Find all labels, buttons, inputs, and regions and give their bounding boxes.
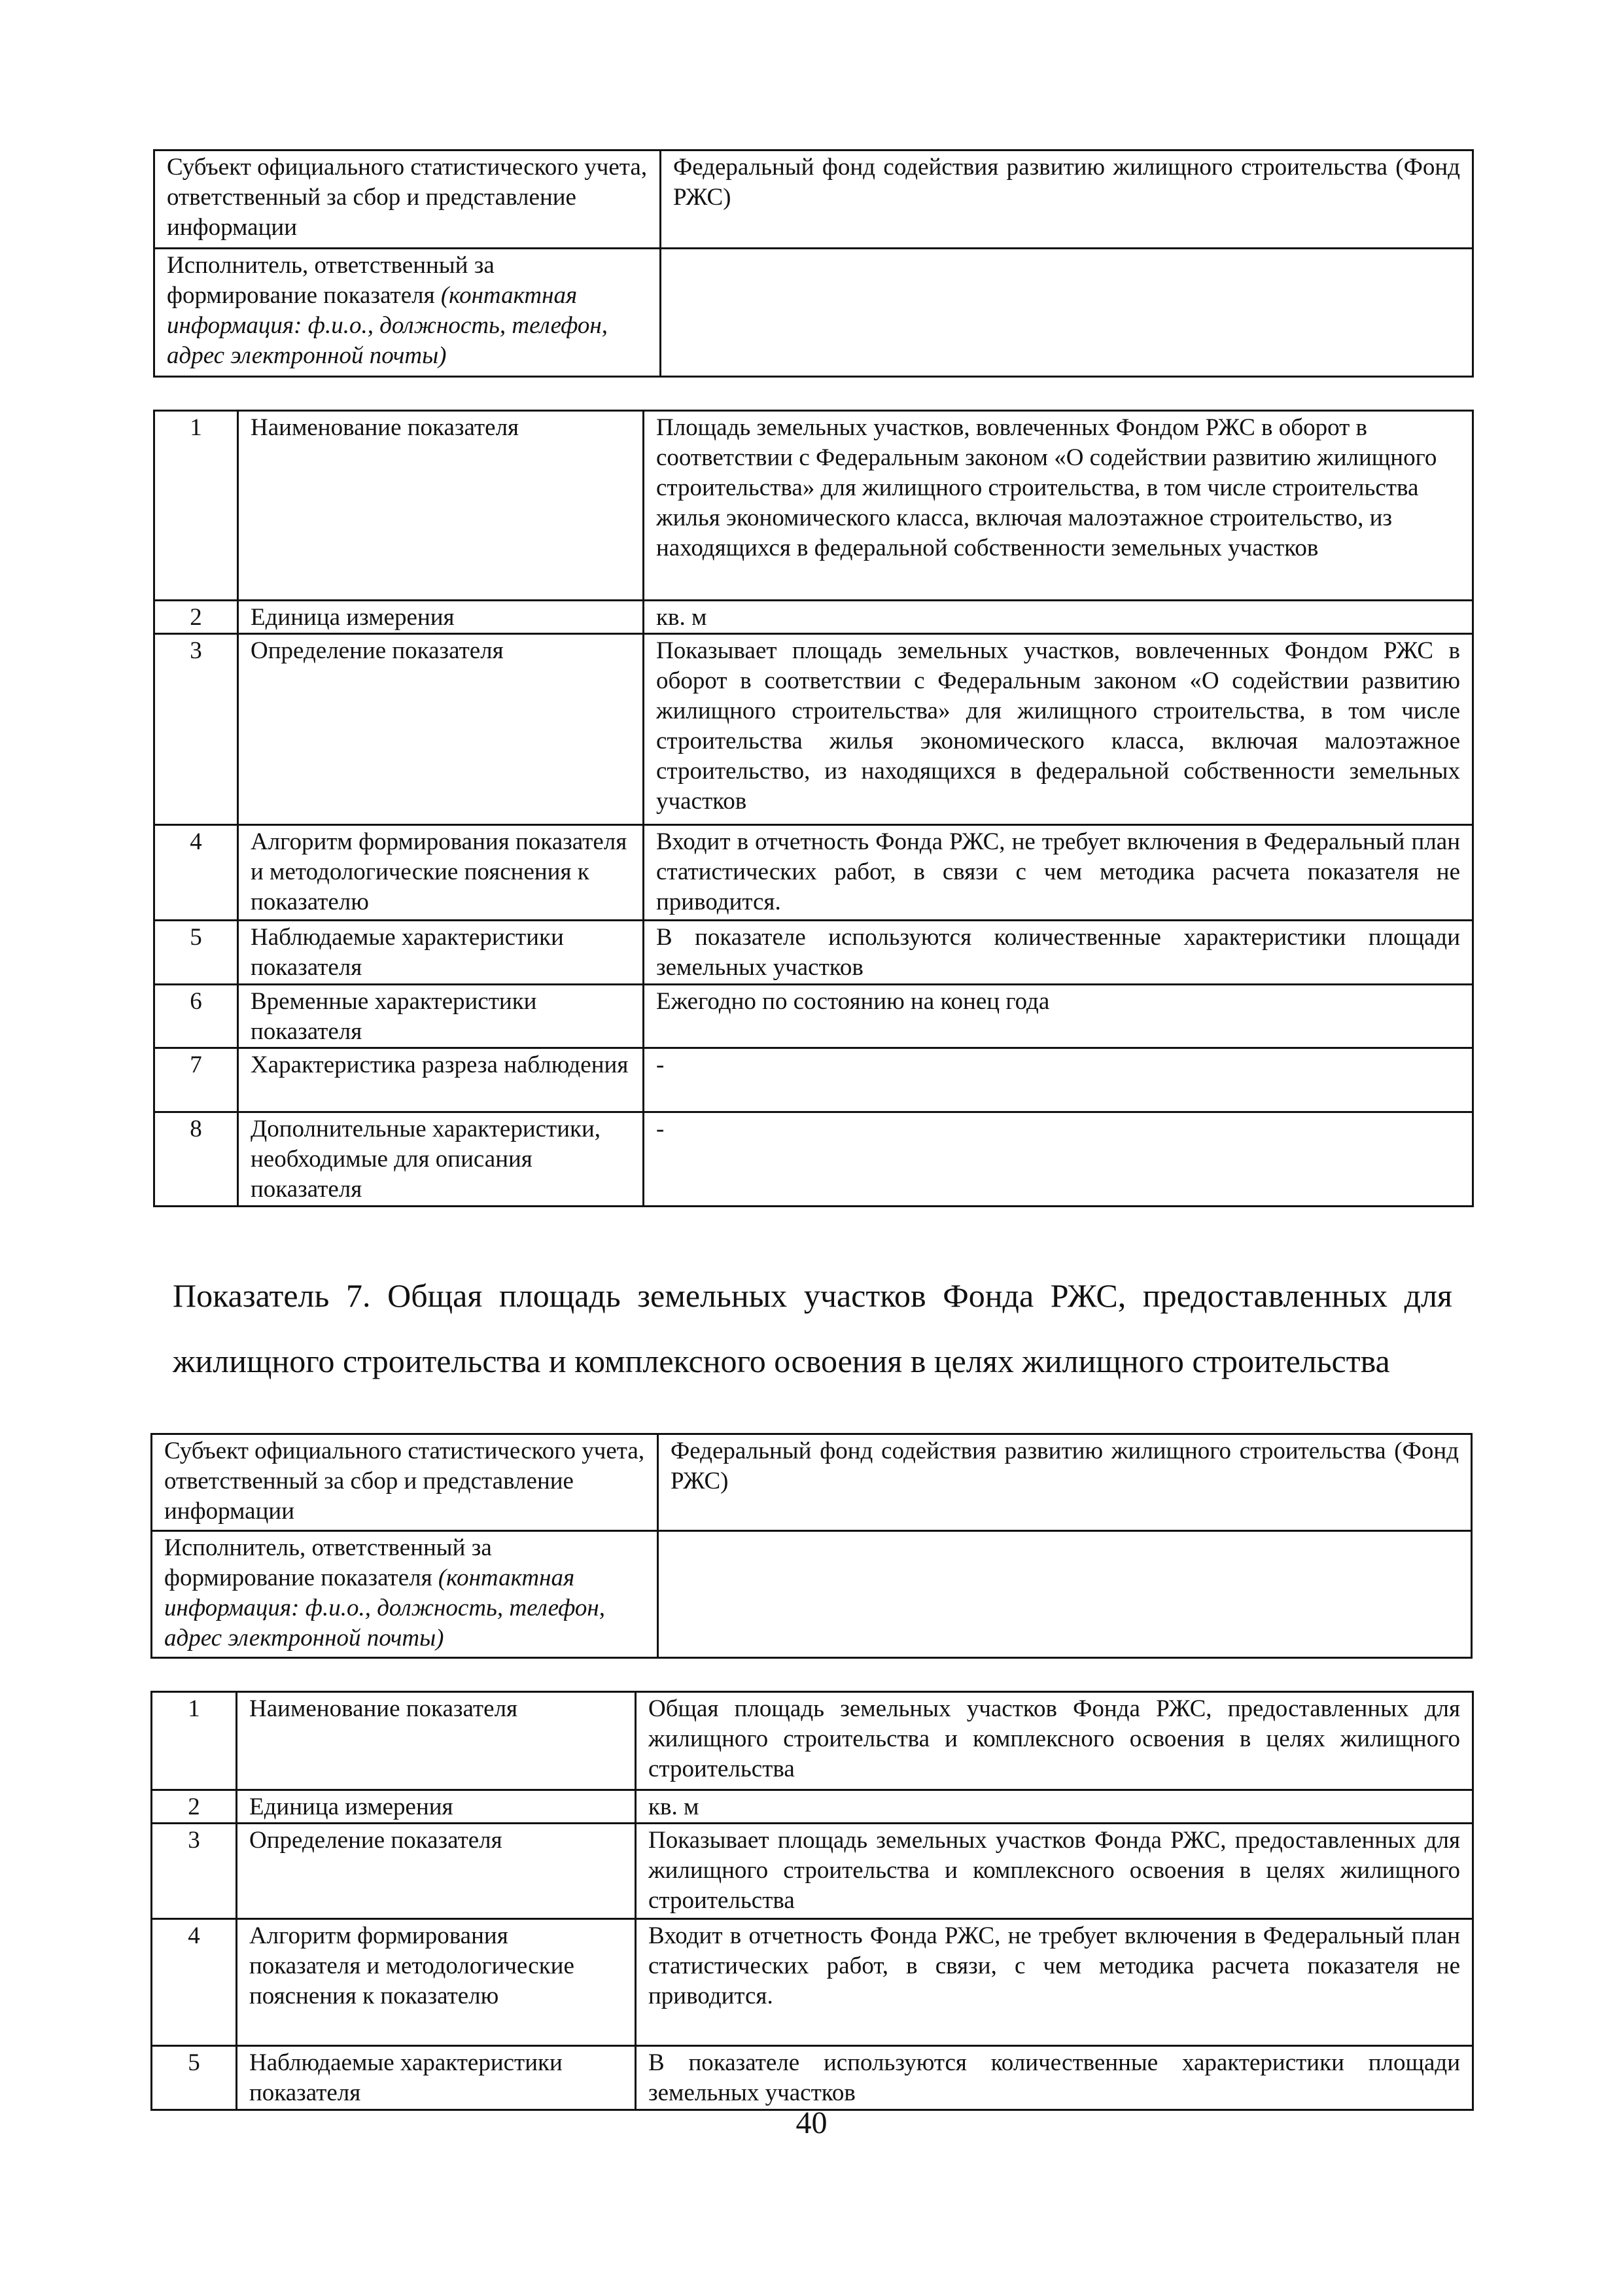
row-number: 6 (154, 985, 238, 1048)
row-value: Входит в отчетность Фонда РЖС, не требует включения в Федеральный план статистических работ, в связи с чем методика расчета показателя не приводится. (644, 825, 1473, 921)
row-number: 4 (154, 825, 238, 921)
row-number: 2 (154, 601, 238, 634)
row-value: В показателе используются количественные характеристики площади земельных участков (636, 2046, 1473, 2110)
subject-value: Федеральный фонд содействия развитию жилищного строительства (Фонд РЖС) (661, 150, 1473, 249)
row-value: - (644, 1048, 1473, 1112)
executor-label-italic: (контактная информация: ф.и.о., должность, телефон, адрес электронной почты) (164, 1564, 606, 1651)
table-row (152, 1790, 1473, 1824)
row-name: Наблюдаемые характеристики показателя (238, 921, 644, 985)
indicator-table-1 (153, 410, 1474, 1207)
row-number: 2 (152, 1790, 237, 1824)
table-row (152, 1824, 1473, 1919)
row-value: Входит в отчетность Фонда РЖС, не требует включения в Федеральный план статистических работ, в связи, с чем методика расчета показателя не приводится. (636, 1919, 1473, 2046)
executor-label (154, 249, 661, 377)
row-name: Определение показателя (238, 634, 644, 825)
row-value: Ежегодно по состоянию на конец года (644, 985, 1473, 1048)
executor-value (658, 1531, 1472, 1658)
subject-label: Субъект официального статистического учета, ответственный за сбор и представление информации (152, 1434, 658, 1531)
subject-row (154, 150, 1473, 249)
row-value: кв. м (644, 601, 1473, 634)
executor-label-plain: Исполнитель, ответственный за формирование показателя (164, 1534, 492, 1591)
table-row (154, 1112, 1473, 1207)
row-number: 1 (152, 1692, 237, 1790)
row-name: Дополнительные характеристики, необходимые для описания показателя (238, 1112, 644, 1207)
table-row (154, 1048, 1473, 1112)
table-row (152, 1692, 1473, 1790)
row-value: В показателе используются количественные характеристики площади земельных участков (644, 921, 1473, 985)
row-number: 3 (152, 1824, 237, 1919)
table-row (152, 2046, 1473, 2110)
subject-row (152, 1434, 1472, 1531)
row-name: Единица измерения (238, 601, 644, 634)
executor-row (152, 1531, 1472, 1658)
table-row (154, 985, 1473, 1048)
row-name: Характеристика разреза наблюдения (238, 1048, 644, 1112)
row-value: - (644, 1112, 1473, 1207)
row-value: Общая площадь земельных участков Фонда РЖС, предоставленных для жилищного строительства и комплексного освоения в целях жилищного строительства (636, 1692, 1473, 1790)
row-name: Алгоритм формирования показателя и методологические пояснения к показателю (238, 825, 644, 921)
row-number: 7 (154, 1048, 238, 1112)
executor-label-plain: Исполнитель, ответственный за формирование показателя (167, 252, 495, 309)
row-number: 8 (154, 1112, 238, 1207)
table-row (154, 601, 1473, 634)
subject-value: Федеральный фонд содействия развитию жилищного строительства (Фонд РЖС) (658, 1434, 1472, 1531)
row-value: кв. м (636, 1790, 1473, 1824)
executor-row (154, 249, 1473, 377)
table-row (154, 634, 1473, 825)
executor-label-italic: (контактная информация: ф.и.о., должность, телефон, адрес электронной почты) (167, 282, 608, 369)
row-number: 4 (152, 1919, 237, 2046)
subject-label: Субъект официального статистического учета, ответственный за сбор и представление информации (154, 150, 661, 249)
executor-value (661, 249, 1473, 377)
section-heading: Показатель 7. Общая площадь земельных участков Фонда РЖС, предоставленных для жилищного строительства и комплексного освоения в целях жилищного строительства (173, 1277, 1452, 1379)
row-name: Наблюдаемые характеристики показателя (237, 2046, 636, 2110)
row-name: Временные характеристики показателя (238, 985, 644, 1048)
row-number: 3 (154, 634, 238, 825)
row-value: Площадь земельных участков, вовлеченных Фондом РЖС в оборот в соответствии с Федеральным законом «О содействии развитию жилищного строительства» для жилищного строительства, в том числе строительства жилья экономического класса, включая малоэтажное строительство, из находящихся в федеральной собственности земельных участков (644, 411, 1473, 601)
row-number: 5 (152, 2046, 237, 2110)
page-number: 40 (795, 2106, 828, 2140)
row-number: 1 (154, 411, 238, 601)
row-value: Показывает площадь земельных участков Фонда РЖС, предоставленных для жилищного строительства и комплексного освоения в целях жилищного строительства (636, 1824, 1473, 1919)
row-name: Определение показателя (237, 1824, 636, 1919)
row-name: Наименование показателя (237, 1692, 636, 1790)
row-name: Единица измерения (237, 1790, 636, 1824)
row-name: Алгоритм формирования показателя и методологические пояснения к показателю (237, 1919, 636, 2046)
row-name: Наименование показателя (238, 411, 644, 601)
row-number: 5 (154, 921, 238, 985)
table-row (154, 921, 1473, 985)
subject-table-2 (150, 1433, 1473, 1659)
executor-label (152, 1531, 658, 1658)
row-value: Показывает площадь земельных участков, вовлеченных Фондом РЖС в оборот в соответствии с Федеральным законом «О содействии развитию жилищного строительства» для жилищного строительства, в том числе строительства жилья экономического класса, включая малоэтажное строительство, из находящихся в федеральной собственности земельных участков (644, 634, 1473, 825)
subject-table-1 (153, 149, 1474, 378)
table-row (152, 1919, 1473, 2046)
indicator-table-2 (150, 1691, 1474, 2111)
table-row (154, 411, 1473, 601)
table-row (154, 825, 1473, 921)
